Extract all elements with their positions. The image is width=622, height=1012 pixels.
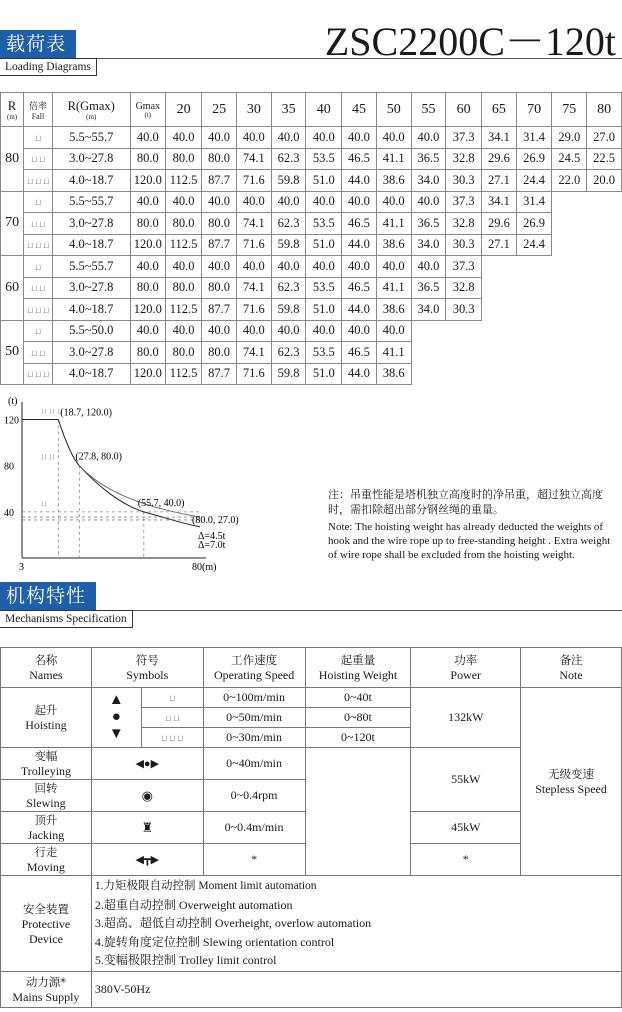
load-cell: 71.6 (236, 299, 271, 321)
load-cell: 34.1 (482, 191, 517, 213)
note-en: Note: The hoisting weight has already deducted the weights of hook and the wire rope up to free-standing height . Extra weight of wire rope shall be excluded from the hoisting weight. (328, 521, 611, 561)
empty-cell (446, 363, 482, 385)
empty-cell (552, 320, 587, 342)
empty-cell (587, 320, 622, 342)
load-cell: 40.0 (306, 256, 342, 278)
load-cell: 80.0 (130, 342, 165, 364)
chart-annotation: (27.8, 80.0) (75, 451, 123, 463)
load-cell: 87.7 (202, 234, 237, 256)
load-cell: 59.8 (271, 234, 306, 256)
empty-cell (482, 363, 517, 385)
empty-cell (552, 234, 587, 256)
header-names: 名称 Names (1, 648, 92, 688)
jacking-power: 45kW (411, 812, 521, 844)
chart-annotation: Δ=4.5t (198, 530, 226, 542)
safety-item: 3.超高、超低自动控制 Overheight, overlow automation (94, 916, 372, 931)
load-cell: 80.0 (202, 342, 237, 364)
range-cell: 4.0~18.7 (52, 170, 130, 192)
table-row (1, 148, 622, 170)
load-cell: 30.3 (446, 299, 482, 321)
load-cell: 40.0 (376, 256, 411, 278)
load-cell: 40.0 (306, 191, 342, 213)
load-cell: 40.0 (411, 127, 446, 149)
load-cell: 40.0 (376, 191, 411, 213)
load-cell: 51.0 (306, 299, 342, 321)
load-cell: 40.0 (130, 191, 165, 213)
load-cell: 112.5 (165, 363, 201, 385)
table-row (1, 299, 622, 321)
empty-cell (516, 363, 552, 385)
mains-value: 380V-50Hz (91, 972, 621, 1008)
col-radius: 20 (165, 93, 201, 127)
range-cell: 4.0~18.7 (52, 299, 130, 321)
header-power: 功率 Power (411, 648, 521, 688)
table-row (1, 277, 622, 299)
empty-cell (552, 363, 587, 385)
load-curve (22, 420, 200, 527)
hoisting-weight-2: 0~80t (305, 708, 411, 728)
load-table (0, 92, 622, 385)
hoisting-icon: ▲ ● ▼ (91, 688, 141, 748)
x-tick-label: 80(m) (192, 562, 217, 573)
moving-speed: * (203, 844, 305, 876)
load-cell: 40.0 (342, 320, 377, 342)
range-cell: 3.0~27.8 (52, 277, 130, 299)
load-cell: 37.3 (446, 256, 482, 278)
load-cell: 40.0 (342, 191, 377, 213)
col-radius: 55 (411, 93, 446, 127)
col-radius: 80 (587, 93, 622, 127)
load-cell: 46.5 (342, 213, 377, 235)
load-cell: 80.0 (202, 148, 237, 170)
load-cell: 27.1 (482, 170, 517, 192)
load-cell: 36.5 (411, 277, 446, 299)
trolleying-speed: 0~40m/min (203, 748, 305, 780)
empty-cell (587, 256, 622, 278)
load-cell: 34.0 (411, 299, 446, 321)
header-speed: 工作速度 Operating Speed (203, 648, 305, 688)
mechanism-table (0, 647, 622, 1008)
range-cell: 4.0~18.7 (52, 234, 130, 256)
load-cell: 40.0 (271, 127, 306, 149)
load-cell: 37.3 (446, 191, 482, 213)
load-cell: 71.6 (236, 234, 271, 256)
load-cell: 51.0 (306, 234, 342, 256)
hook-double-icon: ㄩㄩ (141, 708, 203, 728)
load-cell: 44.0 (342, 234, 377, 256)
model-title: ZSC2200C－120t (324, 19, 616, 64)
trolley-icon: ◀●▶ (91, 748, 203, 780)
load-cell: 24.4 (516, 234, 552, 256)
load-cell: 80.0 (130, 148, 165, 170)
jib-length: 70 (1, 191, 24, 256)
load-cell: 44.0 (342, 170, 377, 192)
weight-empty (305, 748, 411, 876)
hook-icon: ㄩ (40, 498, 48, 508)
load-cell: 40.0 (342, 127, 377, 149)
load-cell: 74.1 (236, 213, 271, 235)
load-cell: 40.0 (202, 191, 237, 213)
load-cell: 38.6 (376, 363, 411, 385)
range-cell: 3.0~27.8 (52, 213, 130, 235)
hook-icon: ㄩㄩㄩ (24, 363, 53, 385)
load-curve-chart (0, 390, 320, 580)
chart-annotation: (80.0, 27.0) (192, 514, 239, 526)
empty-cell (587, 191, 622, 213)
y-tick-label: 120 (4, 415, 19, 427)
section-title-mech-cn: 机构特性 (0, 582, 96, 610)
empty-cell (587, 299, 622, 321)
range-cell: 4.0~18.7 (52, 363, 130, 385)
empty-cell (552, 191, 587, 213)
jacking-name: 顶升 Jacking (1, 812, 92, 844)
jacking-icon: ♜ (91, 812, 203, 844)
load-cell: 59.8 (271, 363, 306, 385)
load-cell: 53.5 (306, 277, 342, 299)
load-cell: 31.4 (516, 127, 552, 149)
slewing-power: 55kW (411, 748, 521, 812)
section-title-loading-en: Loading Diagrams (0, 58, 97, 76)
hook-icon: ㄩㄩ (24, 148, 53, 170)
empty-cell (552, 299, 587, 321)
col-radius: 50 (376, 93, 411, 127)
col-r: R (m) (1, 93, 24, 127)
load-cell: 41.1 (376, 342, 411, 364)
empty-cell (482, 256, 517, 278)
load-cell: 40.0 (342, 256, 377, 278)
load-cell: 40.0 (271, 320, 306, 342)
load-cell: 40.0 (202, 320, 237, 342)
load-cell: 24.4 (516, 170, 552, 192)
load-cell: 80.0 (165, 213, 201, 235)
trolleying-name: 变幅 Trolleying (1, 748, 92, 780)
hoisting-speed-3: 0~30m/min (203, 728, 305, 748)
table-row (1, 191, 622, 213)
hook-icon: ㄩ (24, 127, 53, 149)
load-cell: 29.6 (482, 148, 517, 170)
empty-cell (446, 342, 482, 364)
empty-cell (482, 277, 517, 299)
hook-icon: ㄩ (24, 256, 53, 278)
col-radius: 70 (516, 93, 552, 127)
slewing-icon: ◉ (91, 780, 203, 812)
empty-cell (587, 363, 622, 385)
empty-cell (587, 342, 622, 364)
load-cell: 112.5 (165, 234, 201, 256)
safety-item: 5.变幅极限控制 Trolley limit control (94, 953, 277, 968)
hook-icon: ㄩㄩ (24, 342, 53, 364)
load-cell: 26.9 (516, 148, 552, 170)
load-cell: 38.6 (376, 170, 411, 192)
load-cell: 34.0 (411, 170, 446, 192)
load-cell: 40.0 (236, 191, 271, 213)
safety-name: 安全装置 Protective Device (1, 876, 92, 972)
load-cell: 40.0 (306, 320, 342, 342)
empty-cell (516, 342, 552, 364)
load-cell: 80.0 (202, 277, 237, 299)
load-cell: 87.7 (202, 170, 237, 192)
table-row (1, 170, 622, 192)
hoisting-power: 132kW (411, 688, 521, 748)
empty-cell (587, 277, 622, 299)
load-cell: 120.0 (130, 363, 165, 385)
load-cell: 51.0 (306, 363, 342, 385)
header-weight: 起重量 Hoisting Weight (305, 648, 411, 688)
load-cell: 40.0 (165, 256, 201, 278)
load-cell: 62.3 (271, 277, 306, 299)
load-cell: 53.5 (306, 213, 342, 235)
chart-annotation: Δ=7.0t (198, 540, 226, 552)
x-tick-label: 3 (19, 562, 24, 573)
load-cell: 40.0 (306, 127, 342, 149)
range-cell: 5.5~50.0 (52, 320, 130, 342)
load-cell: 71.6 (236, 363, 271, 385)
load-cell: 24.5 (552, 148, 587, 170)
load-cell: 120.0 (130, 170, 165, 192)
empty-cell (516, 299, 552, 321)
load-cell: 40.0 (271, 191, 306, 213)
load-cell: 80.0 (165, 148, 201, 170)
load-cell: 112.5 (165, 170, 201, 192)
col-fall: 倍率 Fall (24, 93, 53, 127)
load-cell: 44.0 (342, 299, 377, 321)
safety-item: 2.超重自动控制 Overweight automation (94, 897, 293, 912)
col-radius: 45 (342, 93, 377, 127)
load-cell: 27.0 (587, 127, 622, 149)
hook-icon: ㄩㄩㄩ (24, 234, 53, 256)
load-cell: 37.3 (446, 127, 482, 149)
hook-icon: ㄩ (24, 320, 53, 342)
range-cell: 5.5~55.7 (52, 191, 130, 213)
load-cell: 87.7 (202, 299, 237, 321)
empty-cell (552, 342, 587, 364)
hook-triple-icon: ㄩㄩㄩ (141, 728, 203, 748)
range-cell: 5.5~55.7 (52, 127, 130, 149)
slewing-speed: 0~0.4rpm (203, 780, 305, 812)
load-cell: 40.0 (376, 320, 411, 342)
empty-cell (552, 256, 587, 278)
empty-cell (587, 234, 622, 256)
hoisting-weight-3: 0~120t (305, 728, 411, 748)
safety-list (91, 876, 621, 972)
load-cell: 46.5 (342, 277, 377, 299)
load-cell: 46.5 (342, 148, 377, 170)
hoisting-speed-2: 0~50m/min (203, 708, 305, 728)
empty-cell (516, 256, 552, 278)
empty-cell (516, 277, 552, 299)
table-row (1, 363, 622, 385)
range-cell: 5.5~55.7 (52, 256, 130, 278)
load-cell: 34.1 (482, 127, 517, 149)
load-cell: 36.5 (411, 148, 446, 170)
load-cell: 29.6 (482, 213, 517, 235)
mains-name: 动力源* Mains Supply (1, 972, 92, 1008)
y-tick-label: 80 (4, 461, 14, 473)
load-cell: 31.4 (516, 191, 552, 213)
load-cell: 62.3 (271, 213, 306, 235)
load-cell: 22.0 (552, 170, 587, 192)
table-row (1, 342, 622, 364)
load-cell: 40.0 (411, 256, 446, 278)
hook-icon: ㄩㄩ (24, 277, 53, 299)
load-cell: 120.0 (130, 234, 165, 256)
empty-cell (482, 299, 517, 321)
section-title-mech-en: Mechanisms Specification (0, 610, 133, 628)
moving-power: * (411, 844, 521, 876)
range-cell: 3.0~27.8 (52, 148, 130, 170)
empty-cell (411, 342, 446, 364)
moving-name: 行走 Moving (1, 844, 92, 876)
load-cell: 80.0 (165, 342, 201, 364)
hoisting-speed-1: 0~100m/min (203, 688, 305, 708)
load-cell: 74.1 (236, 277, 271, 299)
jib-length: 60 (1, 256, 24, 321)
load-cell: 120.0 (130, 299, 165, 321)
table-row (1, 256, 622, 278)
load-cell: 36.5 (411, 213, 446, 235)
load-cell: 27.1 (482, 234, 517, 256)
load-cell: 71.6 (236, 170, 271, 192)
jib-length: 80 (1, 127, 24, 192)
load-cell: 40.0 (202, 256, 237, 278)
hook-icon: ㄩㄩㄩ (40, 406, 64, 416)
load-cell: 22.5 (587, 148, 622, 170)
load-cell: 41.1 (376, 213, 411, 235)
load-cell: 40.0 (236, 127, 271, 149)
table-row (1, 320, 622, 342)
empty-cell (482, 342, 517, 364)
load-cell: 59.8 (271, 170, 306, 192)
empty-cell (587, 213, 622, 235)
header-symbols: 符号 Symbols (91, 648, 203, 688)
safety-item: 4.旋转角度定位控制 Slewing orientation control (94, 934, 335, 949)
load-cell: 40.0 (130, 320, 165, 342)
hoisting-name: 起升 Hoisting (1, 688, 92, 748)
header-note: 备注 Note (521, 648, 622, 688)
col-radius: 30 (236, 93, 271, 127)
load-cell: 29.0 (552, 127, 587, 149)
y-tick-label: 40 (4, 507, 14, 519)
chart-annotation: (18.7, 120.0) (60, 407, 112, 419)
section-title-loading-cn: 载荷表 (0, 30, 76, 58)
hoisting-weight-1: 0~40t (305, 688, 411, 708)
load-cell: 41.1 (376, 277, 411, 299)
load-cell: 80.0 (202, 213, 237, 235)
chart-annotation: (55.7, 40.0) (137, 497, 185, 509)
load-cell: 38.6 (376, 234, 411, 256)
load-cell: 40.0 (165, 191, 201, 213)
load-cell: 40.0 (130, 127, 165, 149)
y-unit: (t) (8, 396, 18, 407)
load-cell: 59.8 (271, 299, 306, 321)
load-cell: 74.1 (236, 342, 271, 364)
hook-icon: ㄩ (24, 191, 53, 213)
empty-cell (552, 213, 587, 235)
load-cell: 53.5 (306, 342, 342, 364)
empty-cell (482, 320, 517, 342)
load-cell: 40.0 (165, 127, 201, 149)
table-row (1, 127, 622, 149)
load-cell: 26.9 (516, 213, 552, 235)
empty-cell (411, 320, 446, 342)
load-cell: 40.0 (236, 320, 271, 342)
slewing-name: 回转 Slewing (1, 780, 92, 812)
col-radius: 40 (306, 93, 342, 127)
jacking-speed: 0~0.4m/min (203, 812, 305, 844)
empty-cell (552, 277, 587, 299)
col-radius: 65 (482, 93, 517, 127)
load-cell: 40.0 (411, 191, 446, 213)
hook-icon: ㄩㄩㄩ (24, 170, 53, 192)
col-gmax: Gmax (t) (130, 93, 165, 127)
range-cell: 3.0~27.8 (52, 342, 130, 364)
load-cell: 38.6 (376, 299, 411, 321)
load-cell: 40.0 (202, 127, 237, 149)
note-cn: 注：吊重性能是塔机独立高度时的净吊重，超过独立高度时，需扣除超出部分钢丝绳的重量。 (328, 488, 603, 516)
empty-cell (411, 363, 446, 385)
hook-icon: ㄩㄩ (40, 452, 56, 462)
load-cell: 74.1 (236, 148, 271, 170)
load-cell: 80.0 (165, 277, 201, 299)
load-cell: 40.0 (236, 256, 271, 278)
hook-icon: ㄩㄩ (24, 213, 53, 235)
hook-icon: ㄩㄩㄩ (24, 299, 53, 321)
load-cell: 32.8 (446, 277, 482, 299)
empty-cell (446, 320, 482, 342)
load-cell: 44.0 (342, 363, 377, 385)
load-cell: 62.3 (271, 342, 306, 364)
load-cell: 41.1 (376, 148, 411, 170)
load-cell: 40.0 (376, 127, 411, 149)
hook-single-icon: ㄩ (141, 688, 203, 708)
col-radius: 60 (446, 93, 482, 127)
load-cell: 51.0 (306, 170, 342, 192)
col-radius: 25 (202, 93, 237, 127)
load-curve-secondary (79, 466, 200, 517)
load-cell: 30.3 (446, 170, 482, 192)
jib-length: 50 (1, 320, 24, 385)
load-cell: 80.0 (130, 277, 165, 299)
col-radius: 75 (552, 93, 587, 127)
load-cell: 40.0 (271, 256, 306, 278)
safety-item: 1.力矩极限自动控制 Moment limit automation (94, 880, 317, 893)
table-row (1, 213, 622, 235)
load-cell: 40.0 (130, 256, 165, 278)
col-range: R(Gmax) (m) (52, 93, 130, 127)
load-cell: 87.7 (202, 363, 237, 385)
col-radius: 35 (271, 93, 306, 127)
load-cell: 32.8 (446, 213, 482, 235)
load-cell: 40.0 (165, 320, 201, 342)
load-cell: 80.0 (130, 213, 165, 235)
load-cell: 46.5 (342, 342, 377, 364)
load-cell: 20.0 (587, 170, 622, 192)
load-cell: 32.8 (446, 148, 482, 170)
load-cell: 112.5 (165, 299, 201, 321)
load-cell: 34.0 (411, 234, 446, 256)
moving-icon: ◀┳▶ (91, 844, 203, 876)
stepless-note: 无级变速 Stepless Speed (521, 688, 622, 876)
load-cell: 53.5 (306, 148, 342, 170)
empty-cell (516, 320, 552, 342)
table-row (1, 234, 622, 256)
load-cell: 62.3 (271, 148, 306, 170)
load-cell: 30.3 (446, 234, 482, 256)
